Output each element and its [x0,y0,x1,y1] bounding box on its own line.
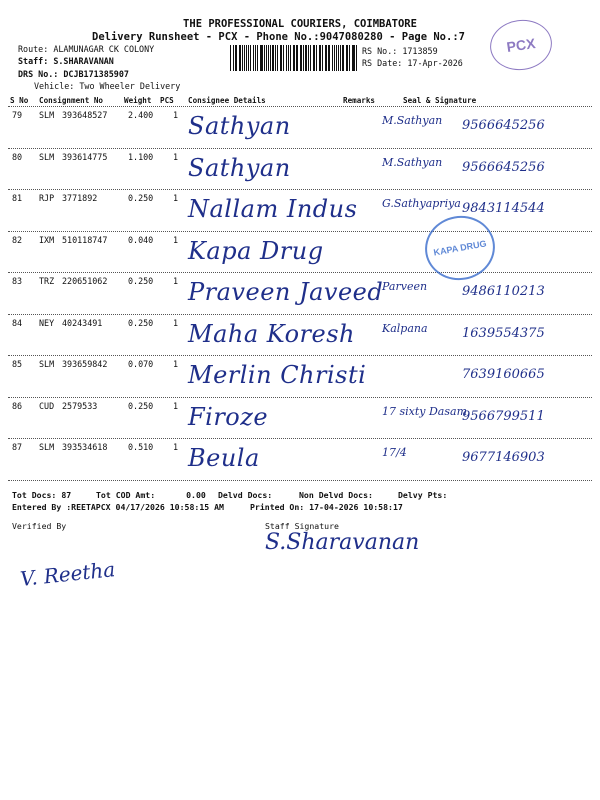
row-consignment-prefix: SLM [39,442,55,452]
printed-on-label: Printed On: [250,502,305,512]
entered-by-label: Entered By : [12,502,72,512]
row-consignee-handwriting: Sathyan [188,153,291,182]
row-phone-handwriting: 9486110213 [462,284,545,299]
row-consignment-number: 3771892 [62,193,98,203]
drs-line [18,69,129,79]
rs-no-line [362,46,438,56]
col-weight: Weight [124,96,152,105]
row-phone-handwriting: 7639160665 [462,367,545,382]
row-consignment-number: 2579533 [62,400,98,411]
rs-no-label: RS No.: [362,46,398,56]
staff-line [18,56,114,66]
barcode-bar [288,45,290,71]
delvy-pts [398,490,447,500]
tot-cod [96,490,206,500]
barcode-bar [244,45,245,71]
delvd-docs-label: Delvd Docs: [218,490,273,500]
barcode-bar [301,45,302,71]
col-seal-signature: Seal & Signature [403,96,477,105]
drs-label: DRS No.: [18,69,59,79]
barcode-bar [334,45,335,71]
row-phone-handwriting: 1639554375 [462,325,545,341]
vehicle-value: Two Wheeler Delivery [79,81,181,91]
row-divider [8,314,592,315]
row-consignee-handwriting: Maha Koresh [188,319,355,348]
barcode-bar [236,45,237,71]
route-label: Route: [18,44,49,54]
barcode-bar [296,45,297,71]
drs-value: DCJB171385907 [63,69,129,79]
barcode-bar [261,45,262,71]
barcode-bar [246,45,247,71]
barcode-bar [257,45,258,71]
rs-no-value: 1713859 [402,46,438,56]
rs-date-line [362,58,463,68]
row-seal-signature-handwriting: M.Sathyan [382,155,443,169]
row-sno: 84 [12,317,23,328]
row-seal-signature-handwriting: Parveen [382,280,428,293]
barcode-bar [325,45,327,71]
row-seal-signature-handwriting: 17 sixty Dasam [382,404,468,418]
barcode-bar [233,45,234,71]
row-consignee-handwriting: Praveen Javeed [188,278,384,306]
barcode-bar [277,45,278,71]
barcode-bar [239,45,241,71]
row-sno: 80 [12,151,23,162]
barcode-bar [314,45,315,71]
staff-value: S.SHARAVANAN [53,56,114,66]
row-seal-signature-handwriting: 17/4 [382,446,407,459]
kapa-drug-round-stamp: KAPA DRUG [420,210,500,285]
row-consignment-number: 40243491 [62,317,103,328]
barcode-bar [356,45,357,71]
row-consignment-number: 393659842 [62,359,108,369]
row-consignee-handwriting: Beula [188,444,260,472]
barcode-bar [235,45,236,71]
row-pcs: 1 [173,276,179,286]
tot-docs-value: 87 [61,490,72,500]
barcode-bar [293,45,294,71]
barcode-bar [332,45,333,71]
barcode-bar [281,45,282,71]
barcode-bar [328,45,329,71]
verified-by-label: Verified By [12,521,67,531]
rs-date-label: RS Date: [362,58,403,68]
delvy-pts-label: Delvy Pts: [398,490,448,500]
printed-on [250,502,403,512]
row-sno: 87 [12,442,23,452]
barcode-bar [353,45,354,71]
barcode-bar [308,45,309,71]
row-phone-handwriting: 9566645256 [462,118,545,133]
route-line [18,44,154,54]
header-rule [8,106,592,107]
row-sno: 85 [12,359,23,369]
barcode-bar [303,45,304,71]
staff-label: Staff: [18,56,49,66]
row-consignment-prefix: CUD [39,400,55,411]
barcode-bar [260,45,261,71]
row-sno: 81 [12,193,23,203]
row-pcs: 1 [173,400,179,411]
barcode-bar [270,45,271,71]
row-seal-signature-handwriting: M.Sathyan [382,114,443,127]
row-divider [8,397,592,398]
barcode-bar [310,45,311,71]
col-pcs: PCS [160,96,174,105]
barcode-bar [340,45,341,71]
row-divider [8,355,592,356]
tot-docs-label: Tot Docs: [12,490,57,500]
barcode-bar [338,45,339,71]
row-weight: 0.510 [128,442,154,452]
row-pcs: 1 [173,359,179,369]
row-weight: 0.040 [128,234,154,245]
barcode-bar [268,45,269,71]
row-consignment-number: 393648527 [62,110,108,120]
row-consignment-number: 393534618 [62,442,108,452]
row-seal-signature-handwriting: Kalpana [382,321,428,335]
row-consignment-prefix: SLM [39,359,55,369]
barcode-bar [283,45,284,71]
row-weight: 2.400 [128,110,154,120]
row-pcs: 1 [173,151,179,162]
row-sno: 79 [12,110,23,120]
barcode-bar [248,45,249,71]
barcode-bar [264,45,265,71]
barcode-bar [347,45,348,71]
row-seal-signature-handwriting: G.Sathyapriya [382,197,461,210]
barcode-bar [275,45,276,71]
tot-docs [12,490,71,500]
barcode-bar [290,45,291,71]
row-weight: 0.250 [128,400,154,411]
row-consignee-handwriting: Kapa Drug [188,236,324,265]
verified-handwritten-signature: V. Reetha [19,557,117,591]
barcode-bar [352,45,353,71]
col-sno: S No [10,96,29,105]
barcode-bar [305,45,307,71]
row-weight: 0.250 [128,276,154,286]
row-divider [8,480,592,481]
row-consignee-handwriting: Nallam Indus [188,195,358,223]
printed-on-value: 17-04-2026 10:58:17 [309,502,403,512]
barcode-bar [255,45,257,71]
barcode-bar [253,45,254,71]
tot-cod-label: Tot COD Amt: [96,490,156,500]
barcode-bar [322,45,323,71]
barcode-bar [342,45,344,71]
row-divider [8,438,592,439]
vehicle-label: Vehicle: [34,81,75,91]
barcode-bar [329,45,330,71]
drs-barcode [230,45,358,71]
row-weight: 0.250 [128,317,154,328]
barcode-bar [313,45,314,71]
col-consignment: Consignment No [39,96,104,105]
col-consignee: Consignee Details [188,96,266,105]
row-phone-handwriting: 9843114544 [462,201,545,216]
row-consignment-number: 393614775 [62,151,108,162]
row-weight: 1.100 [128,151,154,162]
barcode-bar [349,45,350,71]
barcode-bar [294,45,295,71]
barcode-bar [280,45,281,71]
row-sno: 83 [12,276,23,286]
row-divider [8,272,592,273]
entered-by [12,502,224,512]
row-pcs: 1 [173,193,179,203]
barcode-bar [230,45,231,71]
barcode-bar [319,45,320,71]
row-sno: 82 [12,234,23,245]
row-consignment-prefix: RJP [39,193,55,203]
row-divider [8,148,592,149]
entered-by-value: REETAPCX 04/17/2026 10:58:15 AM [71,502,224,512]
document-subtitle: Delivery Runsheet - PCX - Phone No.:9047080280 - Page No.:7 [92,31,465,43]
barcode-bar [300,45,301,71]
tot-cod-value: 0.00 [186,490,206,500]
delvd-docs [218,490,272,500]
staff-signature-label: Staff Signature [265,521,339,531]
row-pcs: 1 [173,442,179,452]
row-divider [8,231,592,232]
barcode-bar [272,45,274,71]
document-title: THE PROFESSIONAL COURIERS, COIMBATORE [183,18,417,30]
barcode-bar [250,45,251,71]
row-phone-handwriting: 9566645256 [462,159,545,175]
row-weight: 0.250 [128,193,154,203]
vehicle-line [34,81,180,91]
barcode-bar [286,45,287,71]
barcode-bar [336,45,337,71]
pcx-stamp: PCX [487,16,555,74]
row-divider [8,189,592,190]
row-pcs: 1 [173,317,179,328]
non-delvd-docs-label: Non Delvd Docs: [299,490,373,500]
row-weight: 0.070 [128,359,154,369]
barcode-bar [346,45,347,71]
row-consignment-prefix: SLM [39,110,55,120]
rs-date-value: 17-Apr-2026 [407,58,463,68]
barcode-bar [316,45,317,71]
non-delvd-docs [299,490,373,500]
barcode-bar [242,45,243,71]
staff-handwritten-signature: S.Sharavanan [265,530,420,555]
row-phone-handwriting: 9677146903 [462,450,545,465]
row-pcs: 1 [173,234,179,245]
row-consignment-number: 510118747 [62,234,108,245]
row-pcs: 1 [173,110,179,120]
row-phone-handwriting: 9566799511 [462,408,545,424]
row-sno: 86 [12,400,23,411]
row-consignee-handwriting: Merlin Christi [188,361,367,389]
barcode-bar [320,45,321,71]
row-consignment-prefix: SLM [39,151,55,162]
row-consignment-number: 220651062 [62,276,108,286]
row-consignment-prefix: IXM [39,234,55,245]
row-consignee-handwriting: Firoze [188,402,269,431]
row-consignee-handwriting: Sathyan [188,112,291,140]
row-consignment-prefix: TRZ [39,276,55,286]
route-value: ALAMUNAGAR CK COLONY [53,44,155,54]
barcode-bar [266,45,267,71]
row-consignment-prefix: NEY [39,317,55,328]
col-remarks: Remarks [343,96,376,105]
